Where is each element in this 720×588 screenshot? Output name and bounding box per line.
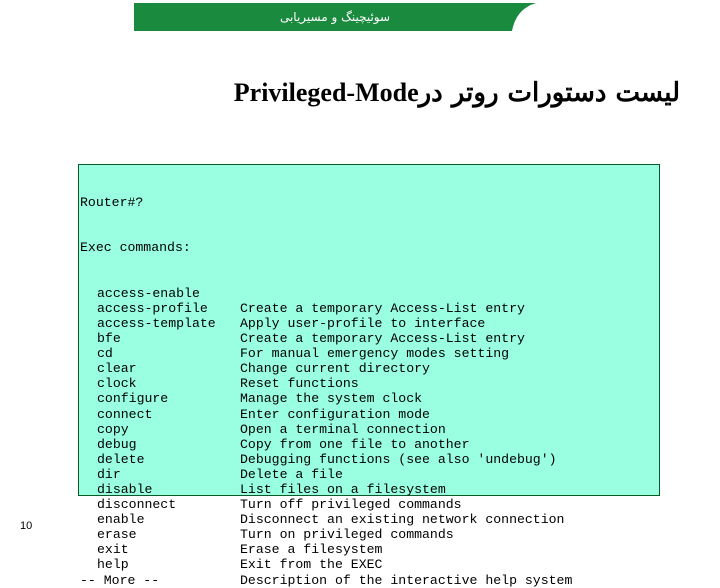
command-row xyxy=(80,331,525,347)
command-row xyxy=(80,497,462,513)
command-name: configure xyxy=(97,391,169,407)
command-row xyxy=(80,391,423,407)
command-name: erase xyxy=(97,527,137,543)
command-name: exit xyxy=(97,542,129,558)
command-row xyxy=(80,285,200,301)
command-row xyxy=(80,376,359,392)
command-name: dir xyxy=(97,466,121,482)
command-row xyxy=(80,361,430,377)
command-name: debug xyxy=(97,436,137,452)
command-name: -- More -- xyxy=(80,572,160,588)
command-name: clock xyxy=(97,376,137,392)
command-description: Enter configuration mode xyxy=(240,406,430,422)
command-description: Create a temporary Access-List entry xyxy=(240,331,525,347)
slide-title-en: Privileged-Mode xyxy=(233,78,419,107)
command-description: For manual emergency modes setting xyxy=(240,346,510,362)
command-row xyxy=(80,436,470,452)
command-description: Delete a file xyxy=(240,466,343,482)
command-row xyxy=(80,406,430,422)
command-name: clear xyxy=(97,361,137,377)
command-description: List files on a filesystem xyxy=(240,481,446,497)
command-description: Change current directory xyxy=(240,361,430,377)
slide-title-fa: لیست دستورات روتر در xyxy=(418,78,680,108)
command-name: help xyxy=(97,557,129,573)
command-name: disable xyxy=(97,481,153,497)
command-description: Open a terminal connection xyxy=(240,421,446,437)
command-name: enable xyxy=(97,512,145,528)
command-row xyxy=(80,315,486,331)
command-description: Manage the system clock xyxy=(240,391,423,407)
command-row xyxy=(80,512,565,528)
command-description: Reset functions xyxy=(240,376,359,392)
command-row xyxy=(80,542,383,558)
command-row xyxy=(80,572,573,588)
command-row xyxy=(80,300,525,316)
command-row xyxy=(80,557,383,573)
terminal-output xyxy=(78,164,660,588)
command-name: connect xyxy=(97,406,153,422)
command-description: Debugging functions (see also 'undebug') xyxy=(240,451,557,467)
command-name: delete xyxy=(97,451,145,467)
command-description: Apply user-profile to interface xyxy=(240,315,486,331)
page-number: 10 xyxy=(20,520,33,532)
command-name: bfe xyxy=(97,331,121,347)
command-description: Turn off privileged commands xyxy=(240,497,462,513)
command-description: Exit from the EXEC xyxy=(240,557,383,573)
command-name: copy xyxy=(97,421,129,437)
terminal-lines xyxy=(80,165,573,588)
command-row xyxy=(80,481,446,497)
command-description: Erase a filesystem xyxy=(240,542,383,558)
slide-title xyxy=(180,78,680,108)
command-row xyxy=(80,451,557,467)
command-row xyxy=(80,346,510,362)
terminal-header-line: Exec commands: xyxy=(80,240,191,256)
command-description: Description of the interactive help system xyxy=(240,572,573,588)
command-description: Copy from one file to another xyxy=(240,436,470,452)
command-name: cd xyxy=(97,346,113,362)
command-description: Create a temporary Access-List entry xyxy=(240,300,525,316)
command-description: Disconnect an existing network connection xyxy=(240,512,565,528)
command-name: access-profile xyxy=(97,300,208,316)
command-row xyxy=(80,527,454,543)
command-name: access-template xyxy=(97,315,216,331)
header-banner xyxy=(134,3,536,31)
command-description: Turn on privileged commands xyxy=(240,527,454,543)
command-name: access-enable xyxy=(97,285,200,301)
command-row xyxy=(80,421,446,437)
banner-title: سوئیچینگ و مسیریابی xyxy=(279,10,391,24)
terminal-prompt: Router#? xyxy=(80,195,144,211)
command-name: disconnect xyxy=(97,497,177,513)
command-row xyxy=(80,466,343,482)
